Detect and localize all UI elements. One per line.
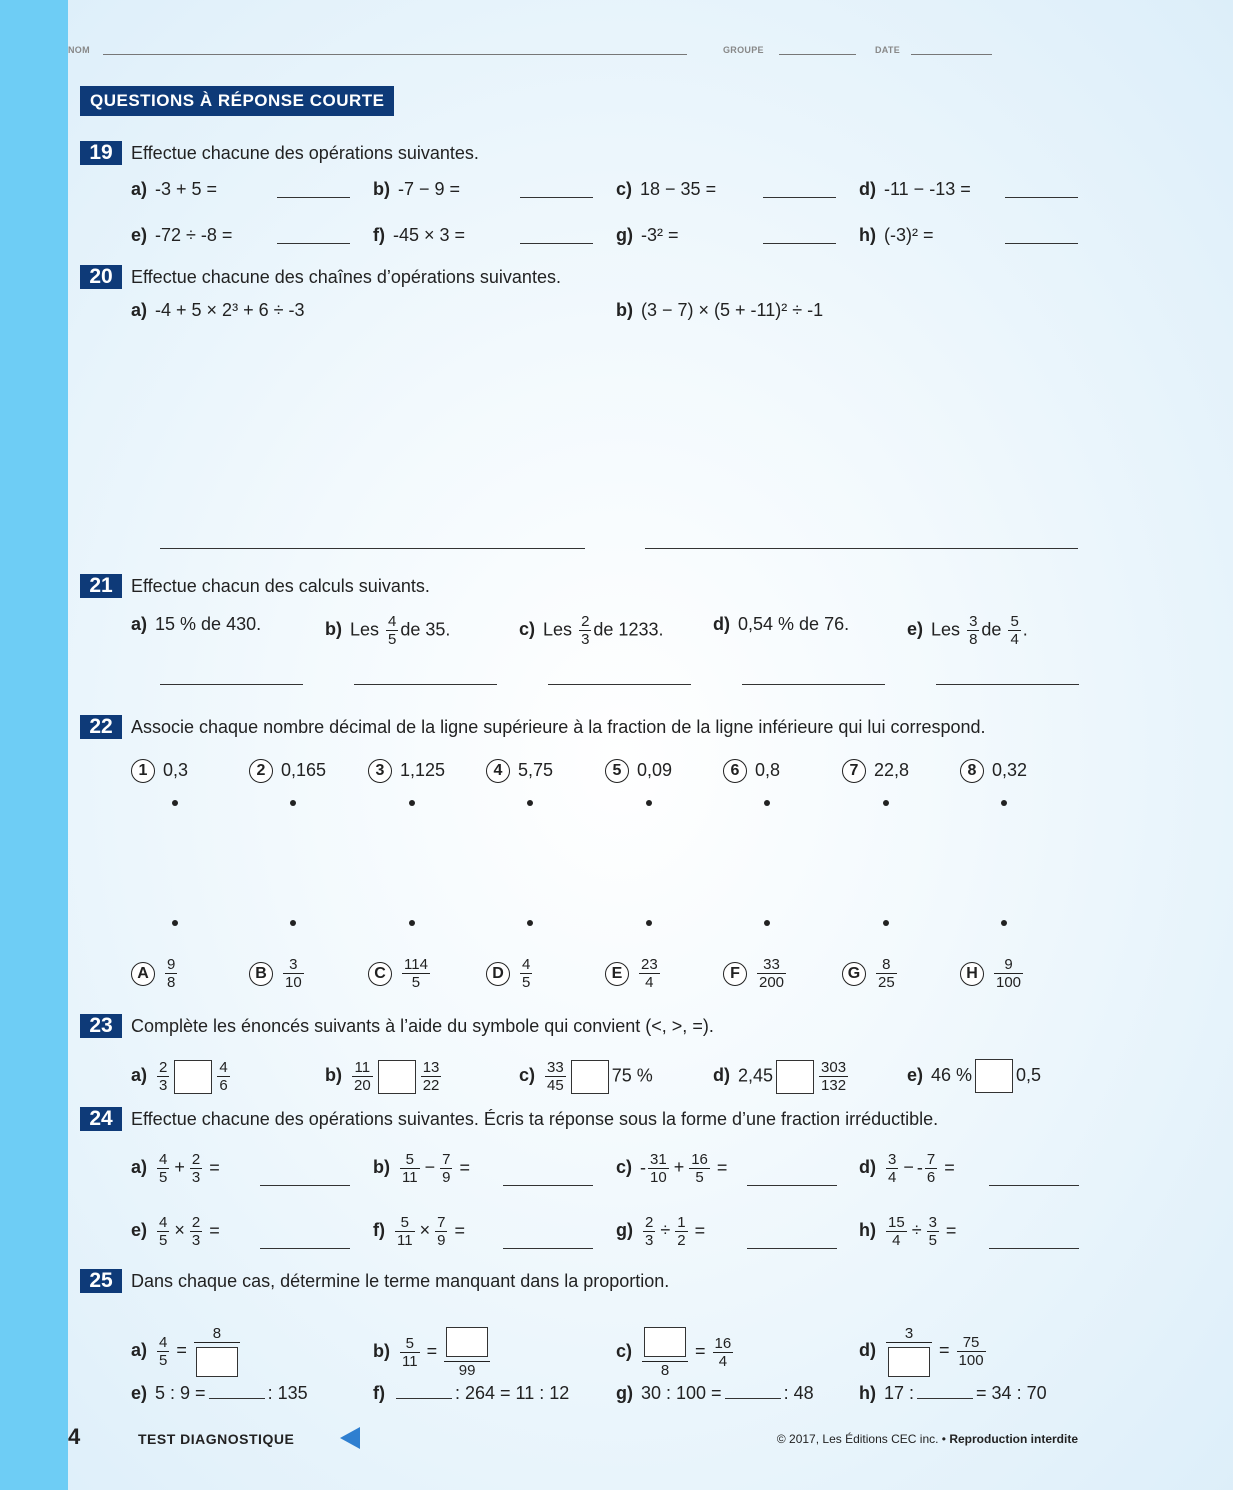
q25-item-e: e) 5 : 9 = : 135 <box>131 1383 308 1403</box>
q23-symbol-box[interactable] <box>975 1059 1013 1093</box>
circled-letter-icon: E <box>605 962 629 986</box>
q22-decimal-2: 2 0,165 <box>249 759 326 783</box>
circled-number-icon: 5 <box>605 759 629 783</box>
q23-item-e: e) 46 % 0,5 <box>907 1059 1041 1093</box>
q19-answer-h[interactable] <box>1005 243 1078 244</box>
q25-item-a: a) $\frac{4}{5}$ = 8 <box>131 1325 242 1377</box>
match-dot[interactable] <box>290 920 296 926</box>
q19-answer-a[interactable] <box>277 197 350 198</box>
nom-field[interactable] <box>103 54 687 55</box>
q22-fraction-H <box>960 956 1025 991</box>
circled-letter-icon: F <box>723 962 747 986</box>
groupe-field[interactable] <box>779 54 856 55</box>
q19-number: 19 <box>80 141 122 165</box>
q23-symbol-box[interactable] <box>174 1060 212 1094</box>
q22-fraction-F <box>723 956 788 991</box>
q19-item-c: c) 18 − 35 = <box>616 179 717 199</box>
left-color-band <box>0 0 68 1490</box>
q21-answer-e[interactable] <box>936 684 1079 685</box>
q25-fraction: 99 <box>444 1325 490 1379</box>
q24-fraction: $\frac{16}{5}$ <box>691 1151 708 1186</box>
date-field[interactable] <box>911 54 992 55</box>
q25-item-f: f) : 264 = 11 : 12 <box>373 1383 570 1403</box>
q19-item-g: g) -3² = <box>616 225 679 245</box>
q20-answer-b[interactable] <box>645 548 1078 549</box>
q24-answer-e[interactable] <box>260 1248 350 1249</box>
q23-fraction: $\frac{2}{3}$ <box>159 1059 168 1094</box>
circled-number-icon: 2 <box>249 759 273 783</box>
q23-item-b: b) $\frac{11}{20}$ $\frac{13}{22}$ <box>325 1059 440 1094</box>
q24-item-f: f) $\frac{5}{11}$ × $\frac{7}{9}$ = <box>373 1214 465 1249</box>
q23-number: 23 <box>80 1014 122 1038</box>
q24-fraction: $\frac{15}{4}$ <box>888 1214 905 1249</box>
q19-item-f: f) -45 × 3 = <box>373 225 466 245</box>
q21-item-d: d) 0,54 % de 76. <box>713 614 850 634</box>
circled-letter-icon: H <box>960 962 984 986</box>
q22-fraction: $\frac{4}{5}$ <box>522 956 531 991</box>
q25-blank[interactable] <box>725 1382 781 1399</box>
triangle-arrow-icon <box>340 1427 360 1449</box>
q19-answer-e[interactable] <box>277 243 350 244</box>
circled-number-icon: 1 <box>131 759 155 783</box>
q21-instructions: Effectue chacun des calculs suivants. <box>131 576 430 596</box>
q23-symbol-box[interactable] <box>776 1060 814 1094</box>
q24-answer-c[interactable] <box>747 1185 837 1186</box>
q23-fraction: $\frac{33}{45}$ <box>547 1059 564 1094</box>
match-dot[interactable] <box>883 800 889 806</box>
q25-blank[interactable] <box>917 1382 973 1399</box>
q21-fraction: $\frac{4}{5}$ <box>388 613 397 648</box>
q22-decimal-4: 4 5,75 <box>486 759 553 783</box>
q25-missing-term-box[interactable] <box>888 1347 930 1377</box>
q24-fraction: $\frac{3}{4}$ <box>888 1151 897 1186</box>
q25-fraction: $\frac{5}{11}$ <box>402 1334 418 1370</box>
match-dot[interactable] <box>883 920 889 926</box>
match-dot[interactable] <box>646 920 652 926</box>
q20-instructions: Effectue chacune des chaînes d’opérations suivantes. <box>131 267 561 287</box>
circled-letter-icon: B <box>249 962 273 986</box>
q24-fraction: $\frac{5}{11}$ <box>397 1214 413 1249</box>
q19-answer-d[interactable] <box>1005 197 1078 198</box>
q20-number: 20 <box>80 265 122 289</box>
q22-fraction: $\frac{3}{10}$ <box>285 956 302 991</box>
q25-instructions: Dans chaque cas, détermine le terme manquant dans la proportion. <box>131 1271 670 1291</box>
circled-number-icon: 8 <box>960 759 984 783</box>
q24-answer-h[interactable] <box>989 1248 1079 1249</box>
q22-instructions: Associe chaque nombre décimal de la ligne supérieure à la fraction de la ligne inférieure qui lui correspond. <box>131 717 986 737</box>
q25-missing-term-box[interactable] <box>644 1327 686 1357</box>
circled-number-icon: 6 <box>723 759 747 783</box>
q24-fraction: $\frac{4}{5}$ <box>159 1151 168 1186</box>
q25-fraction: 8 <box>194 1325 240 1377</box>
q25-item-g: g) 30 : 100 = : 48 <box>616 1383 814 1403</box>
nom-label: NOM <box>68 45 90 55</box>
q24-fraction: $\frac{2}{3}$ <box>645 1214 654 1249</box>
q24-fraction: $\frac{7}{9}$ <box>437 1214 446 1249</box>
q24-fraction: $\frac{3}{5}$ <box>928 1214 937 1249</box>
q22-fraction: $\frac{9}{100}$ <box>996 956 1022 991</box>
q22-decimal-6: 6 0,8 <box>723 759 780 783</box>
q24-answer-a[interactable] <box>260 1185 350 1186</box>
circled-letter-icon: C <box>368 962 392 986</box>
q24-answer-f[interactable] <box>503 1248 593 1249</box>
q21-number: 21 <box>80 574 122 598</box>
q24-item-c: c) - $\frac{31}{10}$ + $\frac{16}{5}$ = <box>616 1151 728 1186</box>
q19-item-d: d) -11 − -13 = <box>859 179 971 199</box>
q25-missing-term-box[interactable] <box>196 1347 238 1377</box>
q19-item-b: b) -7 − 9 = <box>373 179 461 199</box>
q24-instructions: Effectue chacune des opérations suivantes. Écris ta réponse sous la forme d’une fraction irréductible. <box>131 1109 939 1129</box>
q21-item-b: b) Les $\frac{4}{5}$ de 35. <box>325 613 451 648</box>
q23-item-d: d) 2,45 $\frac{303}{132}$ <box>713 1059 847 1094</box>
q22-fraction-A <box>131 956 179 991</box>
q24-fraction: $\frac{2}{3}$ <box>191 1151 201 1186</box>
q25-item-d: d) 3 = $\frac{75}{100}$ <box>859 1325 988 1377</box>
match-dot[interactable] <box>172 920 178 926</box>
q22-fraction: $\frac{9}{8}$ <box>167 956 176 991</box>
q21-answer-b[interactable] <box>354 684 497 685</box>
q24-number: 24 <box>80 1107 122 1131</box>
q24-fraction: $\frac{31}{10}$ <box>650 1151 667 1186</box>
q21-item-c: c) Les $\frac{2}{3}$ de 1233. <box>519 613 664 648</box>
q25-fraction: $\frac{75}{100}$ <box>958 1333 984 1369</box>
q21-item-e: e) Les $\frac{3}{8}$ de $\frac{5}{4}$ . <box>907 613 1028 648</box>
match-dot[interactable] <box>1001 920 1007 926</box>
q23-item-a: a) $\frac{2}{3}$ $\frac{4}{6}$ <box>131 1059 228 1094</box>
q23-fraction: $\frac{4}{6}$ <box>219 1059 228 1094</box>
footer-copyright: © 2017, Les Éditions CEC inc. • Reproduction interdite <box>776 1432 1078 1446</box>
q25-item-c: c) 8 = $\frac{16}{4}$ <box>616 1325 735 1379</box>
q24-item-d: d) $\frac{3}{4}$ − - $\frac{7}{6}$ = <box>859 1151 955 1186</box>
q24-item-h: h) $\frac{15}{4}$ ÷ $\frac{3}{5}$ = <box>859 1214 957 1249</box>
q22-fraction-E <box>605 956 662 991</box>
q19-instructions: Effectue chacune des opérations suivantes. <box>131 143 479 163</box>
q24-item-e: e) $\frac{4}{5}$ × $\frac{2}{3}$ = <box>131 1214 220 1249</box>
q24-answer-b[interactable] <box>503 1185 593 1186</box>
page-number: 4 <box>68 1424 81 1449</box>
q25-missing-term-box[interactable] <box>446 1327 488 1357</box>
q24-answer-g[interactable] <box>747 1248 837 1249</box>
q23-fraction: $\frac{13}{22}$ <box>422 1059 440 1094</box>
circled-number-icon: 4 <box>486 759 510 783</box>
q25-fraction: 3 <box>886 1325 932 1377</box>
q19-answer-b[interactable] <box>520 197 593 198</box>
q24-fraction: $\frac{4}{5}$ <box>159 1214 168 1249</box>
match-dot[interactable] <box>290 800 296 806</box>
q22-fraction: $\frac{23}{4}$ <box>641 956 658 991</box>
groupe-label: GROUPE <box>723 45 764 55</box>
q24-answer-d[interactable] <box>989 1185 1079 1186</box>
q21-answer-c[interactable] <box>548 684 691 685</box>
q22-fraction-B <box>249 956 306 991</box>
circled-letter-icon: D <box>486 962 510 986</box>
q24-fraction: $\frac{1}{2}$ <box>677 1214 686 1249</box>
q22-fraction-C <box>368 956 432 991</box>
q20-item-b: b) (3 − 7) × (5 + -11)² ÷ -1 <box>616 300 824 320</box>
circled-number-icon: 7 <box>842 759 866 783</box>
match-dot[interactable] <box>1001 800 1007 806</box>
q25-item-h: h) 17 : = 34 : 70 <box>859 1383 1047 1403</box>
q25-blank[interactable] <box>209 1382 265 1399</box>
q22-fraction-G <box>842 956 899 991</box>
match-dot[interactable] <box>409 920 415 926</box>
q24-fraction: $\frac{2}{3}$ <box>191 1214 201 1249</box>
q22-fraction: $\frac{33}{200}$ <box>759 956 785 991</box>
q23-fraction: $\frac{303}{132}$ <box>821 1059 847 1094</box>
circled-number-icon: 3 <box>368 759 392 783</box>
q23-instructions: Complète les énoncés suivants à l’aide du symbole qui convient (<, >, =). <box>131 1016 714 1036</box>
q25-blank[interactable] <box>396 1382 452 1399</box>
q23-symbol-box[interactable] <box>571 1060 609 1094</box>
q21-fraction: $\frac{5}{4}$ <box>1010 613 1019 648</box>
q20-item-a: a) -4 + 5 × 2³ + 6 ÷ -3 <box>131 300 305 320</box>
match-dot[interactable] <box>527 800 533 806</box>
q22-decimal-8: 8 0,32 <box>960 759 1027 783</box>
q22-decimal-1: 1 0,3 <box>131 759 188 783</box>
q22-decimal-5: 5 0,09 <box>605 759 672 783</box>
q19-answer-c[interactable] <box>763 197 836 198</box>
q24-item-g: g) $\frac{2}{3}$ ÷ $\frac{1}{2}$ = <box>616 1214 706 1249</box>
q20-answer-a[interactable] <box>160 548 585 549</box>
q19-answer-g[interactable] <box>763 243 836 244</box>
q22-fraction-D <box>486 956 534 991</box>
q21-item-a: a) 15 % de 430. <box>131 614 262 634</box>
q21-answer-d[interactable] <box>742 684 885 685</box>
q22-decimal-3: 3 1,125 <box>368 759 445 783</box>
q25-number: 25 <box>80 1269 122 1293</box>
q19-item-e: e) -72 ÷ -8 = <box>131 225 233 245</box>
q22-number: 22 <box>80 715 122 739</box>
q24-fraction: $\frac{7}{6}$ <box>926 1151 936 1186</box>
q25-fraction: $\frac{4}{5}$ <box>159 1333 168 1369</box>
q21-fraction: $\frac{2}{3}$ <box>581 613 590 648</box>
q19-answer-f[interactable] <box>520 243 593 244</box>
q24-fraction: $\frac{7}{9}$ <box>442 1151 451 1186</box>
circled-letter-icon: A <box>131 962 155 986</box>
q24-fraction: $\frac{5}{11}$ <box>402 1151 418 1186</box>
q22-decimal-7: 7 22,8 <box>842 759 909 783</box>
q21-fraction: $\frac{3}{8}$ <box>969 613 978 648</box>
q23-symbol-box[interactable] <box>378 1060 416 1094</box>
match-dot[interactable] <box>764 920 770 926</box>
q24-item-b: b) $\frac{5}{11}$ − $\frac{7}{9}$ = <box>373 1151 470 1186</box>
section-title: QUESTIONS À RÉPONSE COURTE <box>80 86 394 116</box>
footer-title: TEST DIAGNOSTIQUE <box>138 1431 295 1447</box>
q19-item-a: a) -3 + 5 = <box>131 179 218 199</box>
q25-fraction: $\frac{16}{4}$ <box>714 1334 732 1370</box>
match-dot[interactable] <box>527 920 533 926</box>
q25-item-b: b) $\frac{5}{11}$ = 99 <box>373 1325 492 1379</box>
q24-item-a: a) $\frac{4}{5}$ + $\frac{2}{3}$ = <box>131 1151 220 1186</box>
q23-fraction: $\frac{11}{20}$ <box>354 1059 371 1094</box>
date-label: DATE <box>875 45 901 55</box>
q21-answer-a[interactable] <box>160 684 303 685</box>
q25-fraction: 8 <box>642 1325 688 1379</box>
q23-item-c: c) $\frac{33}{45}$ 75 % <box>519 1059 653 1094</box>
q22-fraction: $\frac{8}{25}$ <box>878 956 895 991</box>
match-dot[interactable] <box>764 800 770 806</box>
match-dot[interactable] <box>409 800 415 806</box>
match-dot[interactable] <box>172 800 178 806</box>
circled-letter-icon: G <box>842 962 866 986</box>
q22-fraction: $\frac{114}{5}$ <box>404 956 428 991</box>
match-dot[interactable] <box>646 800 652 806</box>
q19-item-h: h) (-3)² = <box>859 225 934 245</box>
